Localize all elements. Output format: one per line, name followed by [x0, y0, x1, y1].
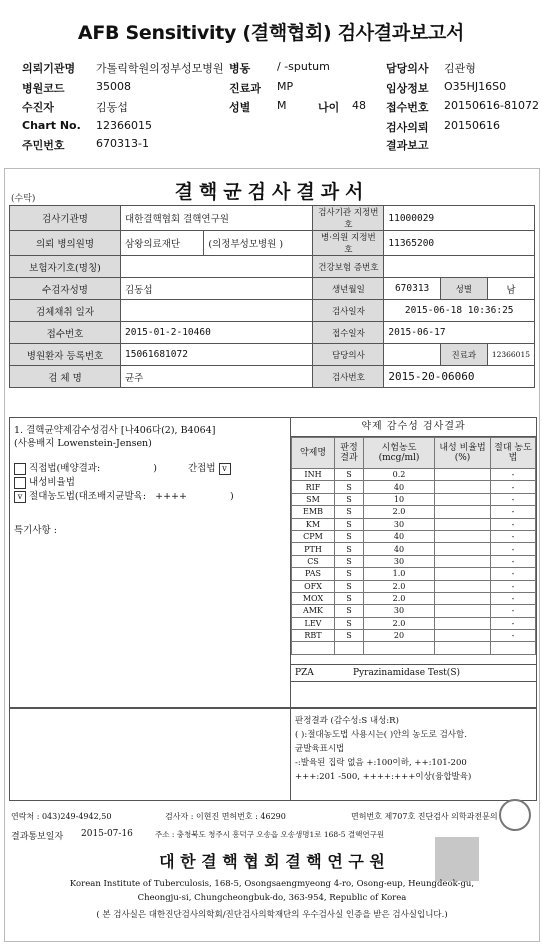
sens-cell-abs: -	[491, 617, 536, 629]
sens-cell-conc: 2.0	[364, 617, 435, 629]
sens-cell-result: S	[335, 580, 364, 592]
header-value-hospcode: 35008	[96, 80, 131, 93]
header-value-sex: M	[277, 99, 287, 112]
method-panel	[10, 418, 291, 708]
judgement-line: +++:201 -500, ++++:+++이상(융합발육)	[295, 772, 472, 782]
remarks-label: 특기사항 :	[14, 525, 57, 536]
method-heading: 1. 결핵균약제감수성검사 [나406다(2), B4064]	[14, 425, 216, 436]
sens-cell-conc: 1.0	[364, 568, 435, 580]
judgement-line: -:발육된 집락 없음 +:100이하, ++:101-200	[295, 758, 467, 768]
sens-cell-result	[335, 642, 364, 654]
sens-cell-abs: -	[491, 555, 536, 567]
sens-cell-drug: CPM	[292, 530, 335, 542]
sens-cell-drug: INH	[292, 469, 335, 481]
abs-label: 절대농도법(대조배지균발육:	[29, 491, 147, 502]
sens-cell-ratio	[435, 568, 491, 580]
sens-cell-abs: -	[491, 568, 536, 580]
hosp-value: 삼왕의료재단	[121, 231, 204, 256]
report-title: AFB Sensitivity (결핵협회) 검사결과보고서	[77, 22, 465, 44]
sens-cell-conc: 30	[364, 605, 435, 617]
sens-cell-ratio	[435, 617, 491, 629]
sens-row	[292, 568, 536, 580]
receive-date-value: 2015-06-17	[384, 322, 535, 344]
direct-label: 직접법(배양결과:	[29, 463, 101, 474]
test-no-value: 2015-20-06060	[384, 366, 535, 388]
header-value-requestdate: 20150616	[444, 119, 500, 132]
header-value-clinical: O35HJ16S0	[444, 80, 507, 93]
sens-row	[292, 580, 536, 592]
sens-cell-conc: 0.2	[364, 469, 435, 481]
sens-cell-conc: 30	[364, 555, 435, 567]
header-label-age: 나이	[318, 101, 340, 114]
footer-contact: 연락처 : 043)249-4942,50	[11, 812, 112, 821]
sens-header-drug: 약제명	[292, 438, 335, 469]
hosp-label: 의뢰 병의원명	[10, 231, 121, 256]
lab-name-label: 검사기관명	[10, 206, 121, 231]
header-label-requester: 의뢰기관명	[22, 62, 76, 75]
header-value-requester: 가톨릭학원의정부성모병원	[96, 62, 224, 75]
judgement-line: 판정결과 (감수성:S 내성:R)	[295, 716, 399, 726]
sens-cell-conc: 20	[364, 630, 435, 642]
hosp-no-label: 병·의원 지정번호	[313, 231, 384, 256]
sens-cell-ratio	[435, 506, 491, 518]
sens-cell-conc: 40	[364, 530, 435, 542]
sens-cell-conc: 10	[364, 493, 435, 505]
footer-address: 주소 : 충청북도 청주시 흥덕구 오송읍 오송생명1로 168-5 결핵연구원	[155, 830, 385, 839]
sens-cell-drug: PTH	[292, 543, 335, 555]
doctor-label: 담당의사	[313, 344, 384, 366]
lab-seal	[499, 799, 531, 831]
sens-cell-ratio	[435, 543, 491, 555]
sens-cell-drug: CS	[292, 555, 335, 567]
sens-cell-drug: OFX	[292, 580, 335, 592]
sex-label: 성별	[440, 278, 487, 300]
ratio-checkbox[interactable]	[14, 477, 26, 489]
header-label-accession: 접수번호	[386, 101, 429, 114]
header-label-clinical: 임상정보	[386, 82, 429, 95]
sens-row	[292, 617, 536, 629]
sens-header-conc: 시험농도 (mcg/ml)	[364, 438, 435, 469]
sens-cell-abs: -	[491, 469, 536, 481]
sens-title: 약제 감수성 검사결과	[291, 418, 536, 437]
sens-cell-ratio	[435, 493, 491, 505]
sens-cell-drug: AMK	[292, 605, 335, 617]
sens-cell-drug: LEV	[292, 617, 335, 629]
header-label-dept: 진료과	[229, 82, 261, 95]
header-label-report: 결과보고	[386, 139, 429, 152]
dob-value: 670313	[384, 278, 440, 300]
footer-inspector: 검사자 : 이현진 면허번호 : 46290	[165, 812, 286, 821]
footer-license: 면허번호 제707호 진단검사 의학과전문의	[351, 812, 498, 821]
info-table	[9, 205, 535, 388]
sens-row	[292, 518, 536, 530]
sens-cell-ratio	[435, 605, 491, 617]
dept-value: 12366015	[487, 344, 534, 366]
sens-cell-drug: SM	[292, 493, 335, 505]
sex-value: 남	[487, 278, 534, 300]
sens-cell-drug: RIF	[292, 481, 335, 493]
sens-cell-conc	[364, 642, 435, 654]
header-value-age: 48	[352, 99, 366, 112]
sens-cell-result: S	[335, 630, 364, 642]
official-stamp	[435, 837, 479, 881]
sens-header-ratio: 내성 비율법(%)	[435, 438, 491, 469]
footer-report-date-label: 결과통보일자	[11, 832, 64, 842]
direct-tail: )	[153, 463, 157, 474]
abs-tail: )	[229, 491, 234, 502]
sens-cell-abs: -	[491, 506, 536, 518]
sens-cell-ratio	[435, 555, 491, 567]
pza-label: PZA	[295, 668, 314, 678]
receive-date-label: 접수일자	[313, 322, 384, 344]
hosp-value3: )	[279, 239, 284, 250]
sens-row	[292, 555, 536, 567]
sens-row	[292, 592, 536, 604]
sens-cell-abs: -	[491, 630, 536, 642]
sens-cell-conc: 2.0	[364, 506, 435, 518]
sens-cell-ratio	[435, 580, 491, 592]
sens-cell-ratio	[435, 481, 491, 493]
sens-cell-abs	[491, 642, 536, 654]
pza-value: Pyrazinamidase Test(S)	[353, 668, 460, 678]
test-no-label: 검사번호	[313, 366, 384, 388]
reg-value: 15061681072	[121, 344, 313, 366]
dob-label: 생년월일	[313, 278, 384, 300]
result-sheet	[4, 168, 540, 942]
sens-row	[292, 493, 536, 505]
sens-row	[292, 469, 536, 481]
sens-cell-result: S	[335, 469, 364, 481]
accession-label: 접수번호	[10, 322, 121, 344]
judgement-legend	[295, 714, 531, 784]
footer-org-en-line1: Korean Institute of Tuberculosis, 168-5, Osongsaengmyeong 4-ro, Osong-eup, Heungdeok-gu,	[69, 879, 475, 889]
dept-label: 진료과	[440, 344, 487, 366]
hosp-value2: (의정부성모병원	[208, 239, 277, 250]
sens-cell-drug: KM	[292, 518, 335, 530]
sens-cell-conc: 40	[364, 543, 435, 555]
sens-cell-result: S	[335, 592, 364, 604]
sens-cell-result: S	[335, 506, 364, 518]
sens-row	[292, 506, 536, 518]
pza-row	[291, 664, 536, 682]
sens-cell-ratio	[435, 630, 491, 642]
receipt-label: (수탁)	[11, 194, 36, 204]
sens-cell-ratio	[435, 469, 491, 481]
sens-row	[292, 530, 536, 542]
judgement-legend-section	[9, 707, 537, 801]
footer-org-ko: 대 한 결 핵 협 회 결 핵 연 구 원	[159, 852, 385, 871]
sens-cell-result: S	[335, 518, 364, 530]
sheet-title: 결핵균검사결과서	[174, 181, 370, 203]
test-date-label: 검사일자	[313, 300, 384, 322]
lab-no-value: 11000029	[384, 206, 535, 231]
sens-cell-abs: -	[491, 530, 536, 542]
collect-label: 검체채취 일자	[10, 300, 121, 322]
sens-cell-abs: -	[491, 543, 536, 555]
hosp-no-value: 11365200	[384, 231, 535, 256]
abs-method	[14, 488, 234, 503]
sens-cell-result: S	[335, 617, 364, 629]
lab-no-label: 검사기관 지정번호	[313, 206, 384, 231]
sens-cell-ratio	[435, 642, 491, 654]
sens-cell-abs: -	[491, 605, 536, 617]
direct-method	[14, 460, 231, 475]
sens-cell-result: S	[335, 530, 364, 542]
sens-cell-ratio	[435, 518, 491, 530]
header-label-chart: Chart No.	[22, 119, 81, 132]
sens-row	[292, 642, 536, 654]
sens-cell-drug: PAS	[292, 568, 335, 580]
sens-cell-conc: 30	[364, 518, 435, 530]
sens-cell-conc: 2.0	[364, 592, 435, 604]
sens-row	[292, 543, 536, 555]
test-date-value: 2015-06-18 10:36:25	[384, 300, 535, 322]
sens-row	[292, 630, 536, 642]
lab-name-value: 대한결핵협회 결핵연구원	[121, 206, 313, 231]
header-label-resident: 주민번호	[22, 139, 65, 152]
patient-label: 수검자성명	[10, 278, 121, 300]
footer-report-date: 2015-07-16	[81, 829, 133, 839]
sens-cell-ratio	[435, 592, 491, 604]
sens-cell-ratio	[435, 530, 491, 542]
reg-label: 병원환자 등록번호	[10, 344, 121, 366]
specimen-label: 검 체 명	[10, 366, 121, 388]
sens-row	[292, 605, 536, 617]
header-value-ward: / -sputum	[277, 60, 330, 73]
sens-cell-drug: RBT	[292, 630, 335, 642]
abs-checkbox[interactable]: v	[14, 491, 26, 503]
insured-no-label: 건강보험 증번호	[313, 256, 384, 278]
sens-cell-abs: -	[491, 493, 536, 505]
header-value-dept: MP	[277, 80, 294, 93]
header-value-resident: 670313-1	[96, 137, 149, 150]
sens-cell-abs: -	[491, 518, 536, 530]
sens-cell-result: S	[335, 555, 364, 567]
header-label-requestdate: 검사의뢰	[386, 121, 429, 134]
sens-cell-conc: 40	[364, 481, 435, 493]
sens-cell-result: S	[335, 481, 364, 493]
sens-cell-result: S	[335, 605, 364, 617]
accession-value: 2015-01-2-10460	[121, 322, 313, 344]
sens-cell-drug	[292, 642, 335, 654]
direct-checkbox[interactable]	[14, 463, 26, 475]
sens-cell-abs: -	[491, 481, 536, 493]
header-value-patient: 김동섭	[96, 101, 128, 114]
sens-cell-abs: -	[491, 580, 536, 592]
header-label-hospcode: 병원코드	[22, 82, 65, 95]
footer-org-en-line2: Cheongju-si, Chungcheongbuk-do, 363-954, Republic of Korea	[137, 893, 407, 903]
sens-cell-conc: 2.0	[364, 580, 435, 592]
insurer-label: 보험자기호(명칭)	[10, 256, 121, 278]
judgement-line: ( ):절대농도법 사용시는( )안의 농도로 검사함.	[295, 730, 467, 740]
indirect-label: 간접법	[187, 463, 216, 474]
result-section	[9, 417, 537, 709]
sens-header-abs: 절대 농도법	[491, 438, 536, 469]
sensitivity-panel	[291, 418, 536, 708]
sens-cell-result: S	[335, 493, 364, 505]
sens-row	[292, 481, 536, 493]
header-label-ward: 병동	[229, 62, 251, 75]
sensitivity-table	[291, 437, 536, 655]
ratio-label: 내성비율법	[29, 477, 75, 488]
header-label-sex: 성별	[229, 101, 251, 114]
header-value-chart: 12366015	[96, 119, 152, 132]
sens-cell-abs: -	[491, 592, 536, 604]
header-label-doctor: 담당의사	[386, 62, 429, 75]
specimen-value: 균주	[121, 366, 313, 388]
abs-growth: ++++	[155, 491, 187, 502]
judgement-line: 균발육표시법	[295, 744, 345, 754]
footer-notice: ( 본 검사실은 대한진단검사의학회/진단검사의학재단의 우수검사실 인증을 받은 검사실입니다.)	[96, 910, 448, 920]
header-value-accession: 20150616-81072	[444, 99, 539, 112]
ratio-method	[14, 474, 75, 489]
sens-cell-drug: MOX	[292, 592, 335, 604]
sens-cell-result: S	[335, 568, 364, 580]
patient-value: 김동섭	[121, 278, 313, 300]
sens-header-result: 판정 결과	[335, 438, 364, 469]
sens-cell-result: S	[335, 543, 364, 555]
indirect-checkbox[interactable]: v	[219, 463, 231, 475]
sens-cell-drug: EMB	[292, 506, 335, 518]
header-label-patient: 수진자	[22, 101, 54, 114]
header-value-doctor: 김관형	[444, 62, 476, 75]
medium-note: (사용배지 Lowenstein-Jensen)	[14, 438, 152, 449]
